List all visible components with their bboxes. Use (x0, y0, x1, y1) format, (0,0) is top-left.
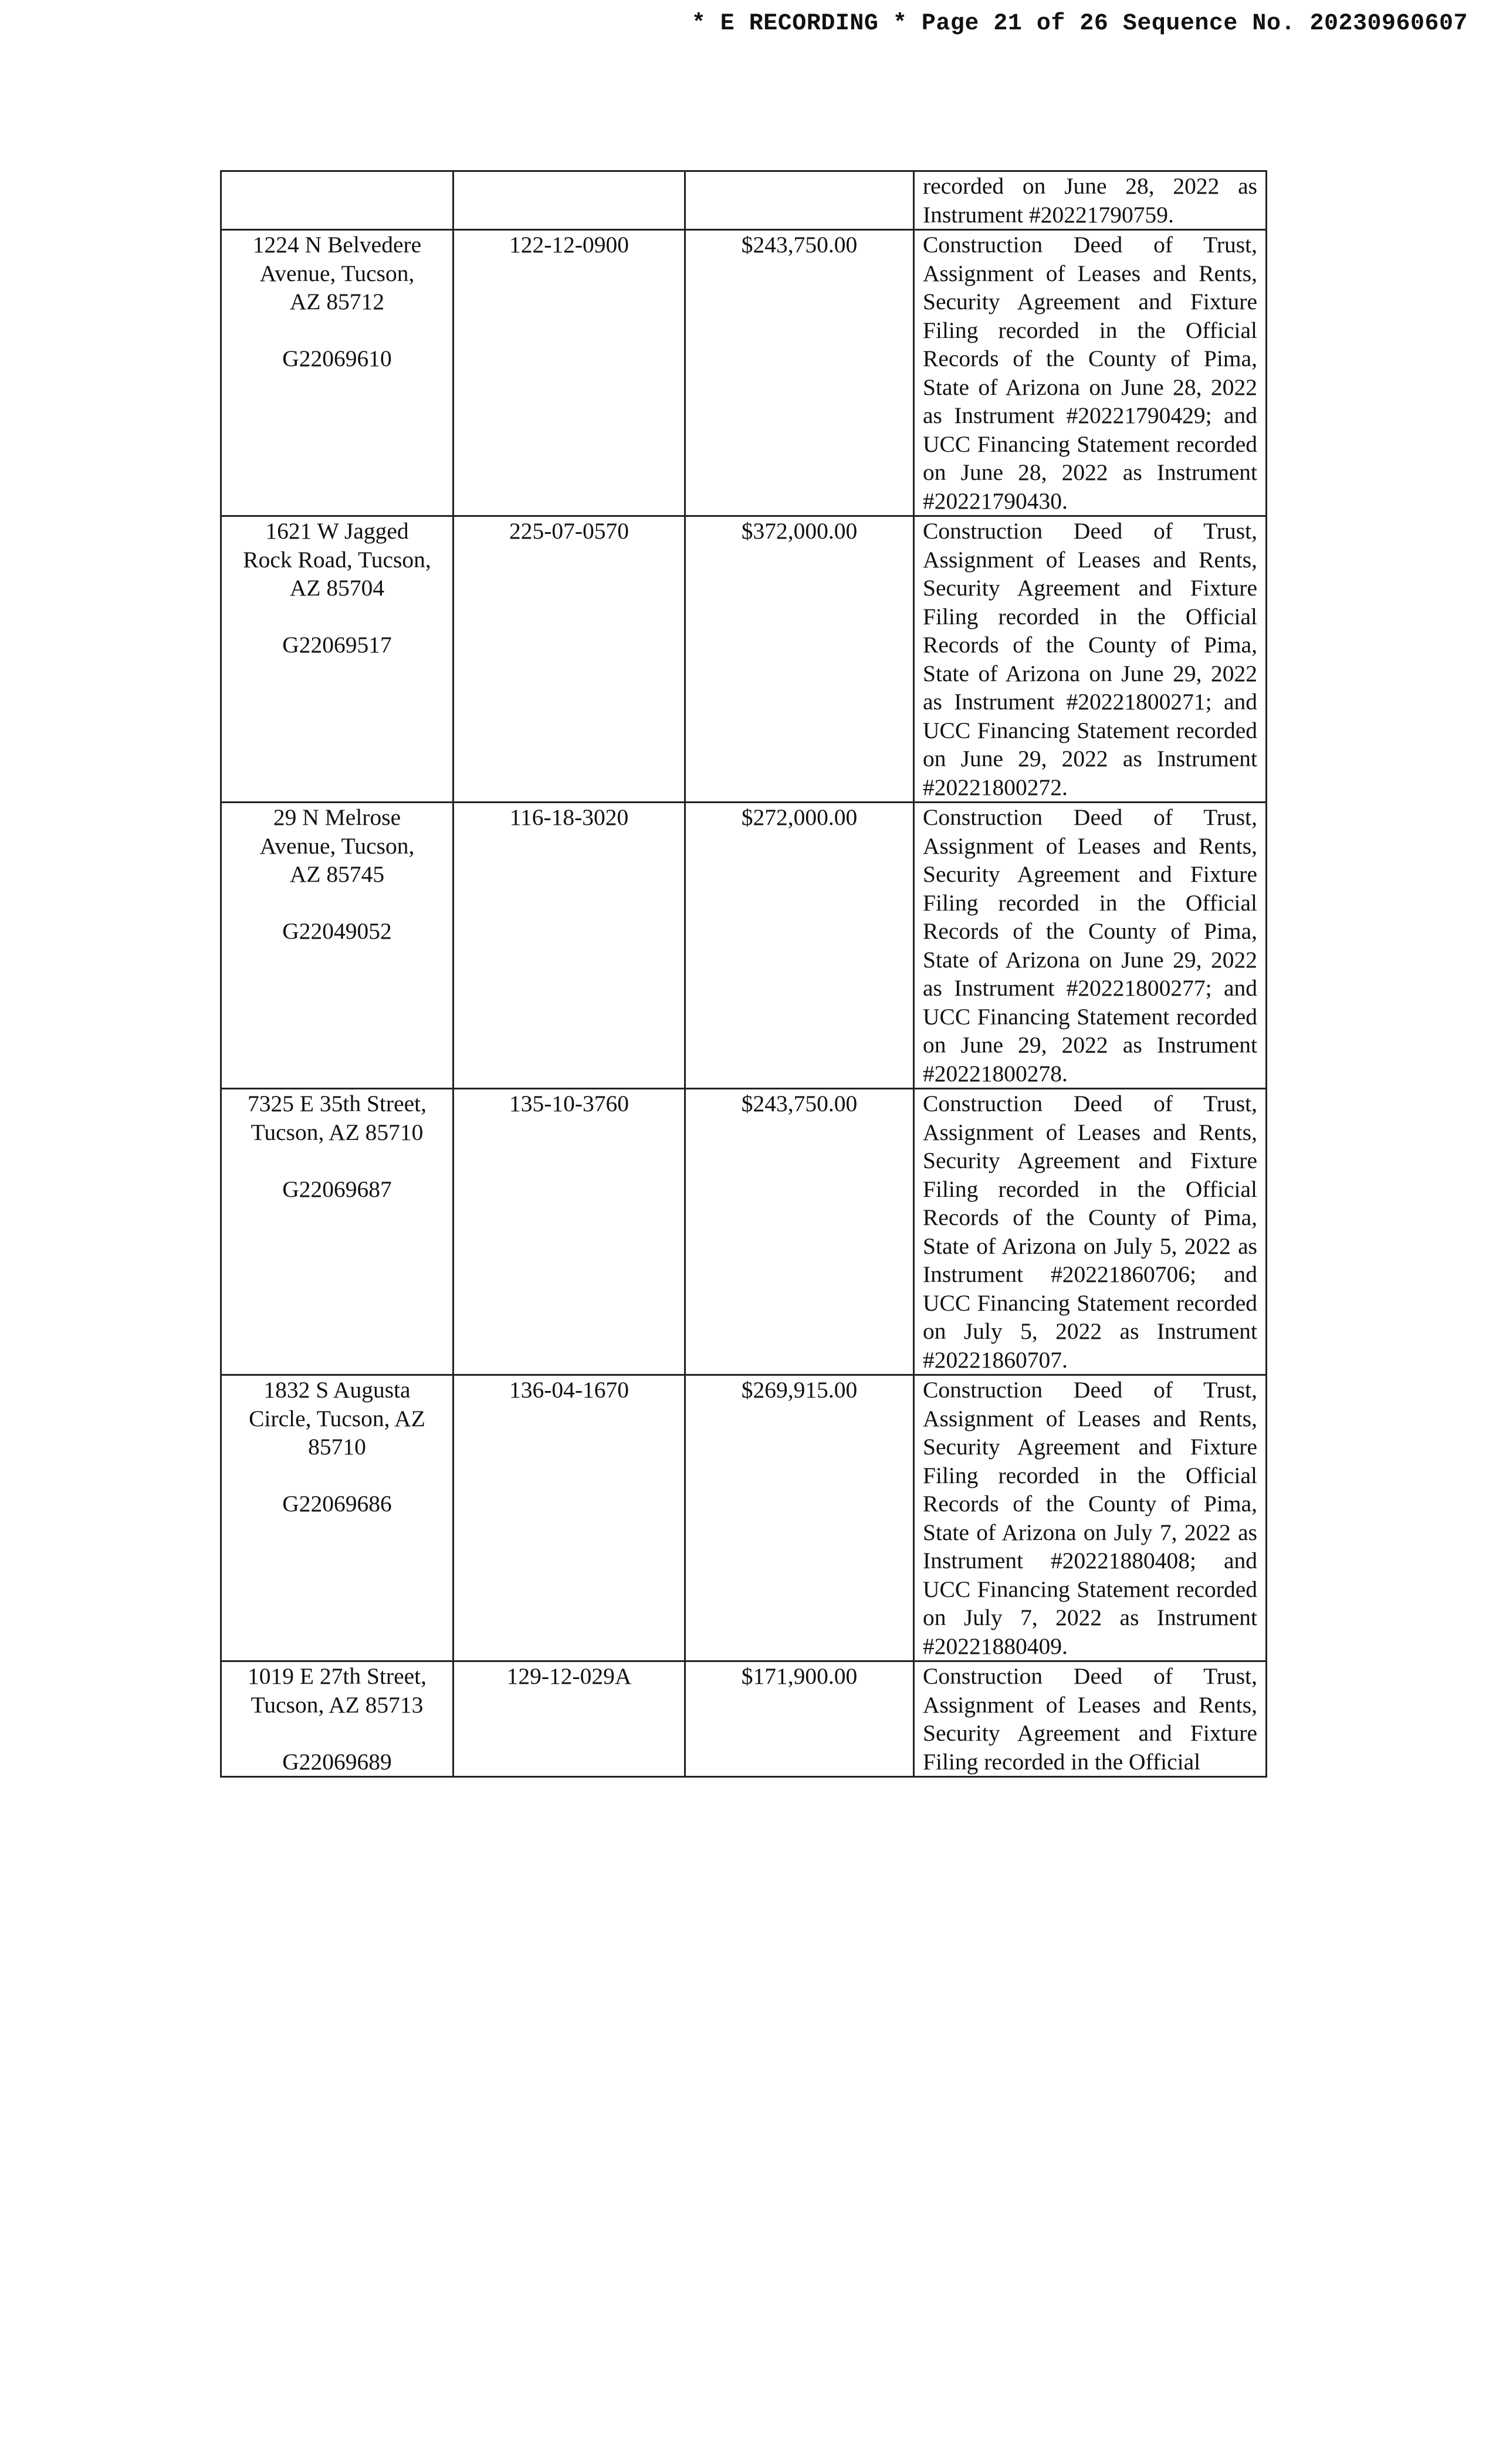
address-spacer (230, 1719, 444, 1748)
loan-code: G22069687 (282, 1176, 392, 1202)
loan-amount-cell: $272,000.00 (685, 803, 914, 1089)
recording-description-text: Construction Deed of Trust, Assignment of Leases and Rents, Security Agreement and Fixture Filing recorded in the Official Records of the County of Pima, State of Arizona on July 5, 2022 as Instrument #20221860706; and UCC Financing Statement recorded on July 5, 2022 as Instrument #20221860707. (923, 1091, 1257, 1373)
loan-amount-cell: $269,915.00 (685, 1375, 914, 1661)
recording-header: * E RECORDING * Page 21 of 26 Sequence No. 20230960607 (691, 11, 1468, 37)
address-line: Circle, Tucson, AZ (249, 1405, 425, 1431)
parcel-number-cell: 122-12-0900 (453, 230, 685, 516)
recording-description-cell (914, 171, 1267, 230)
address-spacer (230, 1146, 444, 1175)
loan-amount-cell (685, 171, 914, 230)
table-row (221, 803, 1267, 1089)
address-line: 29 N Melrose (273, 804, 401, 830)
address-line: 7325 E 35th Street, (248, 1091, 427, 1116)
table-row (221, 1661, 1267, 1777)
loan-amount-cell: $243,750.00 (685, 230, 914, 516)
parcel-number-cell (453, 171, 685, 230)
address-line: 1832 S Augusta (263, 1377, 411, 1403)
loan-code: G22069610 (282, 346, 392, 371)
table-row (221, 1089, 1267, 1375)
loan-code: G22049052 (282, 918, 392, 944)
loan-amount-cell: $243,750.00 (685, 1089, 914, 1375)
table-row (221, 516, 1267, 803)
table-row (221, 171, 1267, 230)
recording-description-text: Construction Deed of Trust, Assignment of Leases and Rents, Security Agreement and Fixture Filing recorded in the Official (923, 1663, 1257, 1775)
recording-description-text: Construction Deed of Trust, Assignment of Leases and Rents, Security Agreement and Fixture Filing recorded in the Official Records of the County of Pima, State of Arizona on June 29, 2022 as Instrument #20221800271; and UCC Financing Statement recorded on June 29, 2022 as Instrument #20221800272. (923, 518, 1257, 800)
loan-code: G22069517 (282, 632, 392, 658)
address-line: AZ 85745 (289, 861, 385, 887)
loan-amount-cell: $171,900.00 (685, 1661, 914, 1777)
property-address-cell (221, 1375, 453, 1661)
parcel-number-cell: 116-18-3020 (453, 803, 685, 1089)
address-spacer (230, 603, 444, 631)
address-line: Avenue, Tucson, (259, 260, 415, 286)
address-line: AZ 85704 (289, 575, 385, 601)
recording-description-text: Construction Deed of Trust, Assignment of Leases and Rents, Security Agreement and Fixture Filing recorded in the Official Records of the County of Pima, State of Arizona on June 28, 2022 as Instrument #20221790429; and UCC Financing Statement recorded on June 28, 2022 as Instrument #20221790430. (923, 232, 1257, 514)
address-line: AZ 85712 (289, 289, 385, 314)
property-address-cell (221, 803, 453, 1089)
address-spacer (230, 889, 444, 918)
parcel-number-cell: 129-12-029A (453, 1661, 685, 1777)
parcel-number-cell: 225-07-0570 (453, 516, 685, 803)
address-line: 1019 E 27th Street, (248, 1663, 427, 1689)
recording-description-text: recorded on June 28, 2022 as Instrument #20221790759. (923, 173, 1257, 228)
property-records-table (220, 170, 1267, 1778)
address-line: 1621 W Jagged (265, 518, 409, 544)
loan-code: G22069686 (282, 1491, 392, 1517)
recording-description-text: Construction Deed of Trust, Assignment of Leases and Rents, Security Agreement and Fixture Filing recorded in the Official Records of the County of Pima, State of Arizona on July 7, 2022 as Instrument #20221880408; and UCC Financing Statement recorded on July 7, 2022 as Instrument #20221880409. (923, 1377, 1257, 1659)
parcel-number-cell: 135-10-3760 (453, 1089, 685, 1375)
address-spacer (230, 1461, 444, 1490)
address-line: Rock Road, Tucson, (243, 546, 431, 573)
recording-description-cell (914, 230, 1267, 516)
loan-amount-cell: $372,000.00 (685, 516, 914, 803)
address-line: 85710 (308, 1434, 366, 1460)
recording-description-text: Construction Deed of Trust, Assignment of Leases and Rents, Security Agreement and Fixture Filing recorded in the Official Records of the County of Pima, State of Arizona on June 29, 2022 as Instrument #20221800277; and UCC Financing Statement recorded on June 29, 2022 as Instrument #20221800278. (923, 804, 1257, 1087)
recording-description-cell (914, 1089, 1267, 1375)
table-row (221, 1375, 1267, 1661)
property-address-cell (221, 1661, 453, 1777)
address-line: Tucson, AZ 85710 (251, 1119, 424, 1145)
table-row (221, 230, 1267, 516)
recording-description-cell (914, 516, 1267, 803)
recording-description-cell (914, 1661, 1267, 1777)
recording-description-cell (914, 803, 1267, 1089)
address-line: Tucson, AZ 85713 (251, 1691, 424, 1718)
address-spacer (230, 316, 444, 345)
address-line: 1224 N Belvedere (252, 232, 422, 258)
loan-code: G22069689 (282, 1748, 392, 1775)
property-address-cell (221, 171, 453, 230)
property-address-cell (221, 230, 453, 516)
address-line: Avenue, Tucson, (259, 832, 415, 859)
property-address-cell (221, 1089, 453, 1375)
property-address-cell (221, 516, 453, 803)
recording-description-cell (914, 1375, 1267, 1661)
parcel-number-cell: 136-04-1670 (453, 1375, 685, 1661)
